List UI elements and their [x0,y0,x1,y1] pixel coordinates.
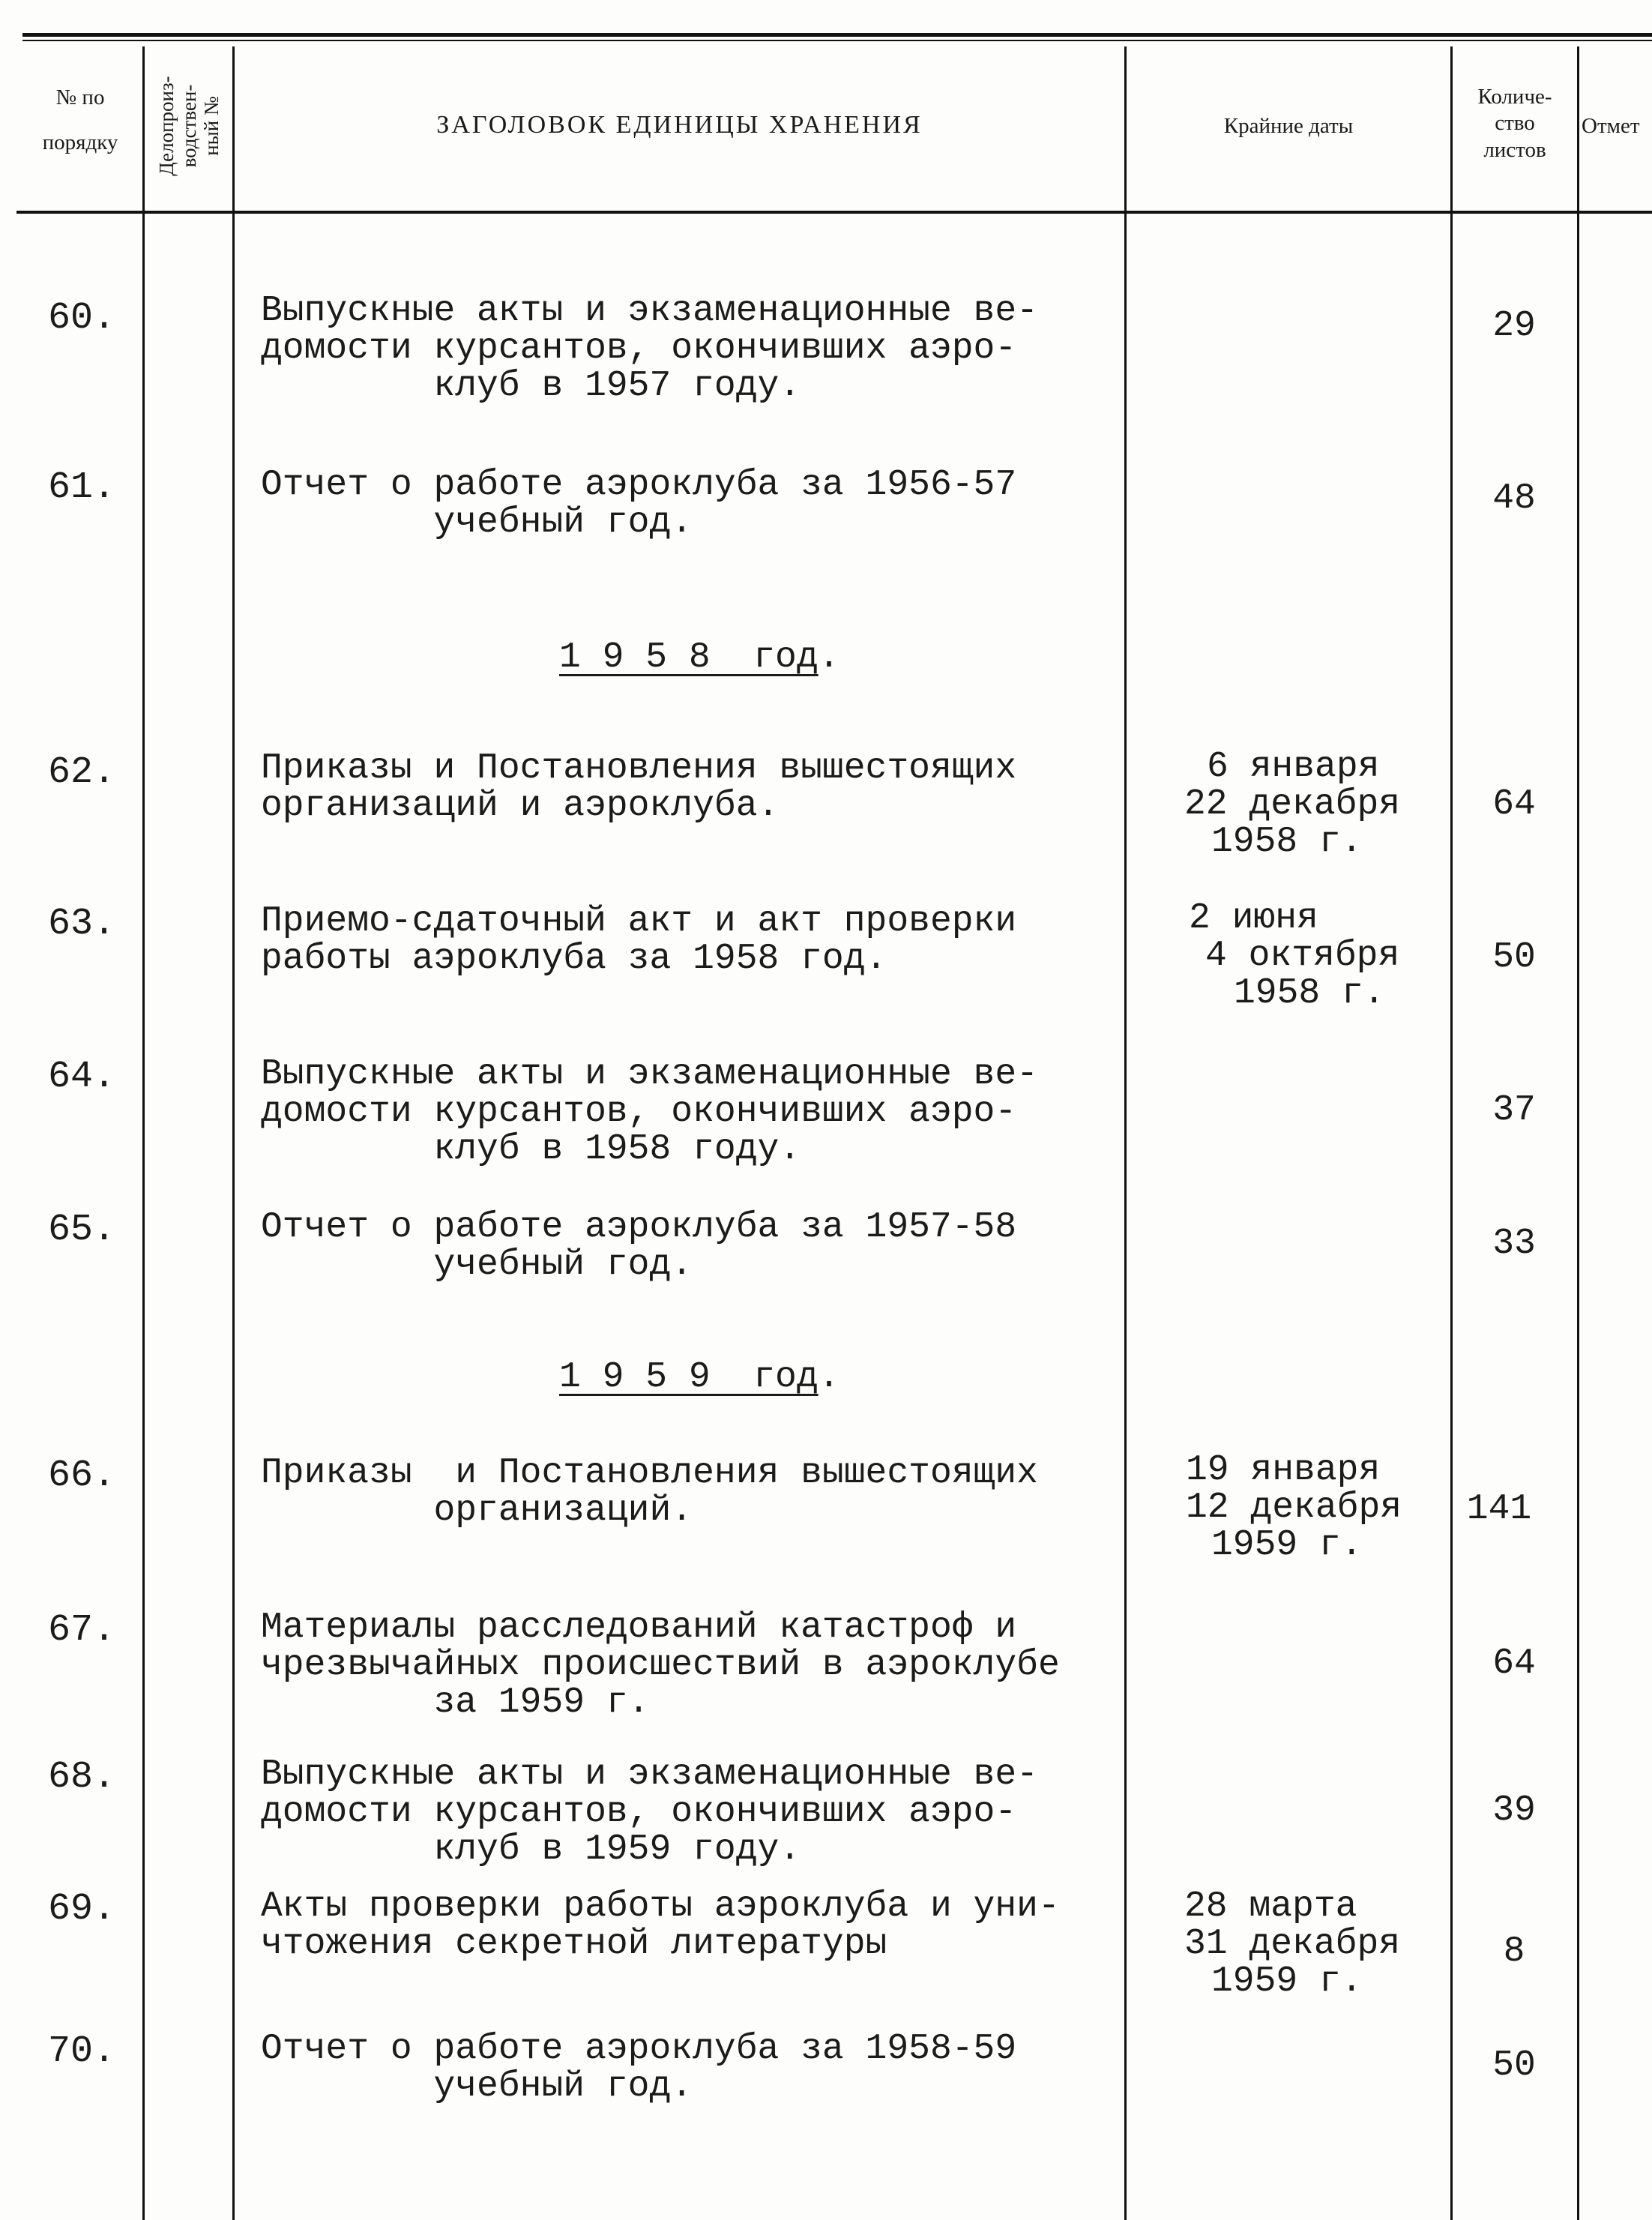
row-dates-line: 2 июня [1189,898,1318,939]
row-number: 66. [48,1455,116,1497]
row-number: 68. [48,1756,116,1799]
row-title-line: Выпускные акты и экзаменационные ве- [261,1754,1038,1795]
row-sheets: 64 [1492,784,1536,825]
header-office-line3: ный № [200,96,223,156]
year-heading-text: 1 9 5 8 год [559,637,819,678]
row-number: 64. [48,1056,116,1098]
row-title-line: Приказы и Постановления вышестоящих [261,1453,1038,1493]
row-title-line: учебный год. [261,502,693,543]
row-title-line: организаций и аэроклуба. [261,786,780,826]
header-dates-col: Крайние даты [1223,114,1354,138]
row-title-line: Выпускные акты и экзаменационные ве- [261,291,1038,331]
year-heading-dot: . [818,637,840,678]
top-rule [22,33,1652,37]
year-heading-text: 1 9 5 9 год [559,1357,819,1398]
row-title-line: организаций. [261,1490,693,1531]
row-sheets: 64 [1492,1643,1536,1684]
row-number: 63. [48,903,116,945]
row-title-line: учебный год. [261,2066,693,2107]
row-number: 61. [48,466,116,509]
row-dates-line: 6 января [1207,747,1380,787]
row-title-line: клуб в 1957 году. [261,366,801,406]
row-title-line: чрезвычайных происшествий в аэроклубе [261,1645,1060,1685]
year-heading-1959 [559,1359,839,1396]
row-title-line: домости курсантов, окончивших аэро- [261,328,1017,369]
row-sheets: 50 [1492,2045,1536,2086]
row-sheets: 141 [1466,1489,1532,1529]
row-number: 60. [48,297,116,340]
header-sheets-col [1453,84,1577,163]
row-title-line: домости курсантов, окончивших аэро- [261,1092,1017,1132]
row-dates-line: 19 января [1186,1450,1381,1490]
row-title-line: домости курсантов, окончивших аэро- [261,1792,1017,1832]
header-number-line1: № по [55,85,105,109]
row-title-line: клуб в 1959 году. [261,1829,801,1870]
row-sheets: 29 [1492,306,1536,346]
row-sheets: 50 [1492,937,1536,978]
col-rule-2 [232,46,235,2220]
row-dates-line: 12 декабря [1186,1487,1402,1528]
row-number: 70. [48,2030,116,2073]
row-title-line: Отчет о работе аэроклуба за 1958-59 [261,2029,1017,2069]
header-title-col: ЗАГОЛОВОК ЕДИНИЦЫ ХРАНЕНИЯ [436,111,923,139]
row-sheets: 39 [1492,1790,1536,1831]
header-sheets-line1: Количе- [1477,85,1552,109]
row-dates-line: 1958 г. [1234,973,1385,1014]
row-title-line: учебный год. [261,1245,693,1285]
header-sheets-line3: листов [1483,137,1546,162]
row-title-line: Материалы расследований катастроф и [261,1607,1017,1648]
row-dates-line: 1959 г. [1211,1525,1363,1565]
row-dates-line: 1958 г. [1211,822,1363,862]
header-office-line1: Делопроиз- [154,76,178,176]
header-office-line2: водствен- [177,84,200,168]
col-rule-5 [1577,46,1579,2220]
year-heading-dot: . [818,1357,840,1398]
col-rule-1 [142,46,145,2220]
header-number-line2: порядку [42,130,118,155]
header-number-col [18,84,142,157]
row-sheets: 33 [1492,1224,1536,1264]
row-title-line: Акты проверки работы аэроклуба и уни- [261,1886,1060,1927]
header-office-no-col [147,46,231,205]
row-title-line: за 1959 г. [261,1682,650,1723]
row-number: 65. [48,1209,116,1251]
row-sheets: 8 [1503,1931,1525,1972]
row-title-line: Приемо-сдаточный акт и акт проверки [261,901,1017,942]
row-title-line: Отчет о работе аэроклуба за 1956-57 [261,465,1017,505]
year-heading-1958 [559,639,839,676]
row-dates-line: 4 октября [1205,936,1400,976]
row-dates-line: 1959 г. [1211,1961,1363,2002]
header-bottom-rule [16,211,1652,214]
row-dates-line: 22 декабря [1184,784,1401,825]
top-rule-thin [22,40,1652,41]
header-notes-col: Отмет [1582,114,1640,138]
row-title-line: Приказы и Постановления вышестоящих [261,748,1017,789]
row-sheets: 48 [1492,478,1536,519]
row-title-line: Выпускные акты и экзаменационные ве- [261,1054,1038,1095]
row-sheets: 37 [1492,1090,1536,1131]
col-rule-4 [1450,46,1453,2220]
row-number: 69. [48,1888,116,1931]
col-rule-3 [1124,46,1127,2220]
row-title-line: Отчет о работе аэроклуба за 1957-58 [261,1207,1017,1248]
row-dates-line: 28 марта [1184,1886,1357,1927]
row-number: 62. [48,751,116,794]
row-dates-line: 31 декабря [1184,1924,1401,1964]
header-sheets-line2: ство [1495,111,1535,136]
row-title-line: чтожения секретной литературы [261,1924,887,1964]
row-title-line: работы аэроклуба за 1958 год. [261,939,887,979]
row-title-line: клуб в 1958 году. [261,1129,801,1170]
row-number: 67. [48,1609,116,1652]
